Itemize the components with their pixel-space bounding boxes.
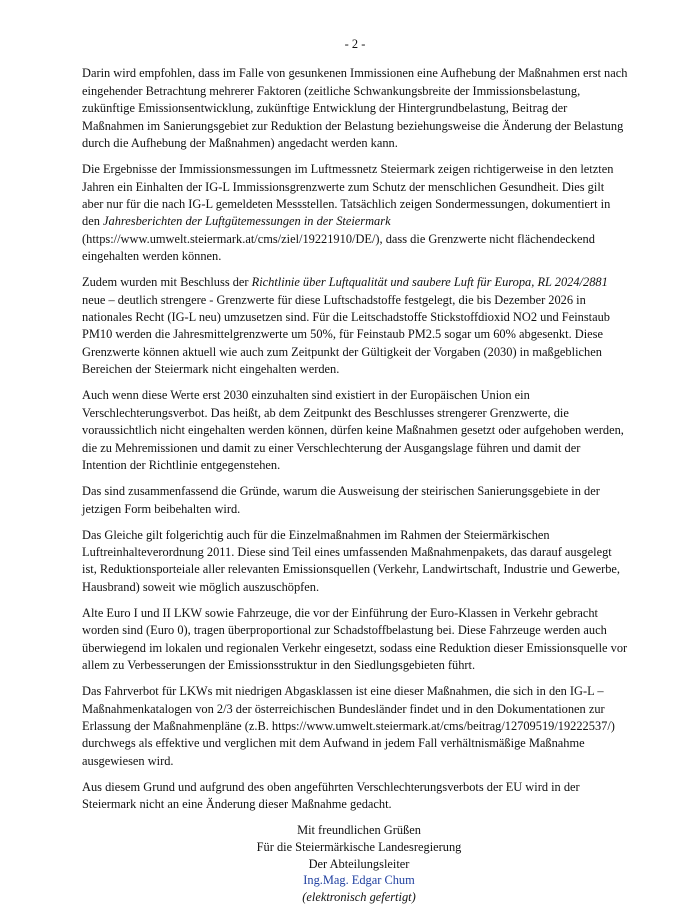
body-paragraph — [82, 605, 628, 675]
closing-role: Der Abteilungsleiter — [308, 856, 410, 871]
paragraph-text: neue – deutlich strengere - Grenzwerte für diese Luftschadstoffe festgelegt, die bis Dezember 2026 in nationales Recht (IG-L neu) umzusetzen sind. Für die Leitschadstoffe Stickstoffdioxid NO2 und Feinstaub PM10 werden die Jahresmittelgrenzwerte um 50%, für Feinstaub PM2.5 sogar um 60% abgesenkt. Diese Grenzwerte können aktuell wie auch zum Zeitpunkt der Gültigkeit der Vorgaben (2030) in maßgeblichen Bereichen der Steiermark nicht eingehalten werden. — [82, 292, 610, 377]
italic-citation: Jahresberichten der Luftgütemessungen in der Steiermark — [103, 214, 391, 229]
body-paragraph — [82, 779, 628, 814]
body-paragraph — [82, 483, 628, 518]
body-paragraph — [82, 274, 628, 378]
body-paragraph — [82, 527, 628, 597]
italic-citation: Richtlinie über Luftqualität und saubere Luft für Europa, RL 2024/2881 — [251, 275, 608, 290]
paragraph-text: Das Fahrverbot für LKWs mit niedrigen Abgasklassen ist eine dieser Maßnahmen, die sich in den IG-L – Maßnahmenkatalogen von 2/3 der österreichischen Bundesländer findet und in den Dokumentationen zur Erlassung der Maßnahmenpläne (z.B. https://www.umwelt.steiermark.at/cms/beitrag/12709519/19222537/) durchwegs als effektive und verglichen mit dem Aufwand in jedem Fall verhältnismäßige Maßnahme ausgewiesen wird. — [82, 684, 615, 768]
paragraph-text: Das Gleiche gilt folgerichtig auch für die Einzelmaßnahmen im Rahmen der Steiermärkischen Luftreinhalteverordnung 2011. Diese sind Teil eines umfassenden Maßnahmenpakets, das darauf ausgelegt ist, Reduktionsporteiale aller relevanten Emissionsquellen (Verkehr, Landwirtschaft, Industrie und Gewerbe, Hausbrand) soweit wie möglich auszuschöpfen. — [82, 527, 620, 594]
body-paragraph — [82, 161, 628, 265]
page-number: - 2 - — [344, 37, 366, 51]
closing-greeting: Mit freundlichen Grüßen — [297, 823, 421, 838]
paragraph-text: Darin wird empfohlen, dass im Falle von gesunkenen Immissionen eine Aufhebung der Maßnahmen erst nach eingehender Betrachtung mehrerer Faktoren (zeitliche Schwankungsbreite der Immissionsbelastung, zukünftige Emissionsentwicklung, zukünftige Entwicklung der Hintergrundbelastung, Beitrag der Maßnahmen im Sanierungsgebiet zur Reduktion der Belastung beziehungsweise die Änderung der Belastung durch die Aufhebung der Maßnahmen) angedacht werden kann. — [82, 66, 628, 151]
paragraph-text: Die Ergebnisse der Immissionsmessungen im Luftmessnetz Steiermark zeigen richtigerweise in den letzten Jahren ein Einhalten der IG-L Immissionsgrenzwerte zum Schutz der menschlichen Gesundheit. Dies gilt aber nur für die nach IG-L gemeldeten Messstellen. Tatsächlich zeigen Sondermessungen, dokumentiert in den — [82, 162, 614, 229]
paragraph-text: Zudem wurden mit Beschluss der — [82, 275, 252, 290]
paragraph-text: Alte Euro I und II LKW sowie Fahrzeuge, die vor der Einführung der Euro-Klassen in Verkehr gebracht worden sind (Euro 0), tragen überproportional zur Schadstoffbelastung bei. Diese Fahrzeuge werden auch überwiegend im lokalen und regionalen Verkehr eingesetzt, sodass eine Reduktion dieser Emissionsquelle vor allem zu Verbesserungen der Emissionsstruktur in den Siedlungsgebieten führt. — [82, 605, 628, 673]
body-paragraph — [82, 387, 628, 474]
letter-closing — [82, 822, 628, 905]
letter-body — [82, 65, 628, 813]
paragraph-text: Auch wenn diese Werte erst 2030 einzuhalten sind existiert in der Europäischen Union ein Verschlechterungsverbot. Das heißt, ab dem Zeitpunkt des Beschlusses strengerer Grenzwerte, die voraussichtlich nicht eingehalten werden können, dürfen keine Maßnahmen gesetzt oder aufgehoben werden, die zu Mehremissionen und damit zu einer Verschlechterung der Ausgangslage führen und damit der Intention der Richtlinie entgegenstehen. — [82, 388, 624, 472]
body-paragraph — [82, 65, 628, 152]
closing-organization: Für die Steiermärkische Landesregierung — [256, 840, 462, 855]
signer-name: Ing.Mag. Edgar Chum — [303, 873, 415, 888]
paragraph-text: Das sind zusammenfassend die Gründe, warum die Ausweisung der steirischen Sanierungsgebiete in der jetzigen Form beibehalten wird. — [82, 484, 600, 516]
paragraph-text: Aus diesem Grund und aufgrund des oben angeführten Verschlechterungsverbots der EU wird in der Steiermark nicht an eine Änderung dieser Maßnahme gedacht. — [82, 779, 580, 812]
document-page — [82, 36, 628, 905]
signature-note: (elektronisch gefertigt) — [302, 889, 416, 904]
body-paragraph — [82, 683, 628, 770]
paragraph-text: (https://www.umwelt.steiermark.at/cms/ziel/19221910/DE/), dass die Grenzwerte nicht flächendeckend eingehalten werden können. — [82, 231, 595, 264]
